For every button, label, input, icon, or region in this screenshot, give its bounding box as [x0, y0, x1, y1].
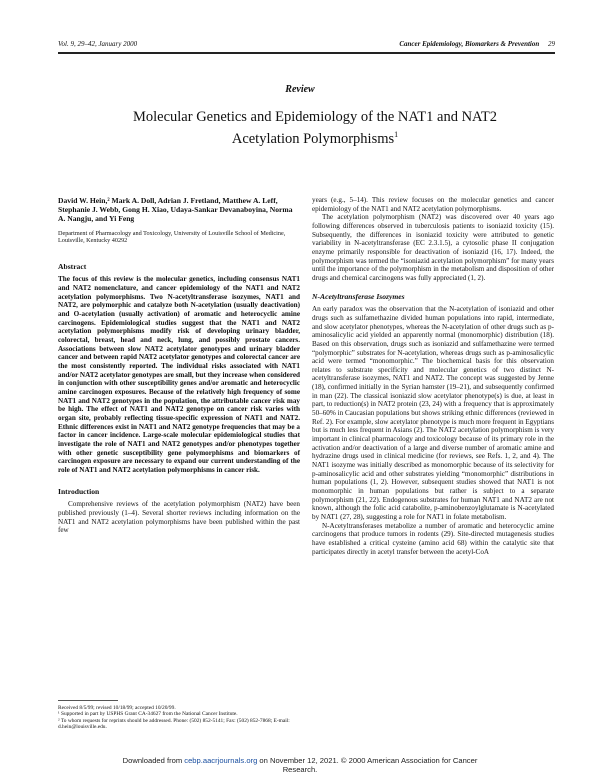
title-footnote-marker: 1 [394, 130, 399, 139]
download-footer [0, 756, 600, 774]
footnotes [58, 694, 300, 731]
right-column [312, 196, 554, 556]
section-label: Review [285, 84, 315, 95]
abstract-text: The focus of this review is the molecular genetics, including consensus NAT1 and NAT2 nomenclature, and cancer epidemiology of the NAT1 and NAT2 acetylation polymorphisms. Two N-acetyltransferase isozymes, NAT1 and NAT2, are polymorphic and catalyze both N-acetylation (usually deactivation) and O-acetylation (usually activation) of aromatic and heterocyclic amine carcinogens. Epidemiological studies suggest that the NAT1 and NAT2 acetylation polymorphisms modify risk of developing urinary bladder, colorectal, breast, head and neck, lung, and possibly prostate cancers. Associations between slow NAT2 acetylator genotypes and urinary bladder cancer and between rapid NAT2 acetylator genotypes and colorectal cancer are the most consistently reported. The individual risks associated with NAT1 and/or NAT2 acetylator genotypes are small, but they increase when considered in conjunction with other susceptibility genes and/or aromatic and heterocyclic amine carcinogen exposures. Because of the relatively high frequency of some NAT1 and NAT2 genotypes in the population, the attributable cancer risk may be high. The effect of NAT1 and NAT2 genotype on cancer risk varies with organ site, probably reflecting tissue-specific expression of NAT1 and NAT2. Ethnic differences exist in NAT1 and NAT2 genotype frequencies that may be a factor in cancer incidence. Large-scale molecular epidemiological studies that investigate the role of NAT1 and NAT2 genotypes and/or phenotypes together with other genetic susceptibility gene polymorphisms and biomarkers of carcinogen exposure are necessary to expand our current understanding of the role of NAT1 and NAT2 acetylation polymorphisms in cancer risk. [58, 275, 300, 474]
footnote-1: ¹ Supported in part by USPHS Grant CA-34627 from the National Cancer Institute. [58, 711, 238, 718]
paragraph-continued: years (e.g., 5–14). This review focuses on the molecular genetics and cancer epidemiology of the NAT1 and NAT2 acetylation polymorphisms. [312, 196, 554, 213]
paragraph-carcinogens: N-Acetyltransferases metabolize a number of aromatic and heterocyclic amine carcinogens that produce tumors in rodents (29). Site-directed mutagenesis studies have established a critical cysteine (amino acid 68) within the catalytic site that participates directly in acetyl transfer between the acetyl-CoA [312, 521, 554, 556]
header-rule [58, 52, 555, 54]
footnote-2: ² To whom requests for reprints should be addressed. Phone: (502) 852-5141; Fax: (502) 852-7868; E-mail: d.hein@louisville.edu. [58, 717, 290, 731]
received-dates: Received 8/5/99; revised 10/18/99; accepted 10/20/99. [58, 705, 176, 711]
title-line-2: Acetylation Polymorphisms$^1$ [231, 130, 399, 147]
download-line-1: Downloaded from cebp.aacrjournals.org on November 12, 2021. © 2000 American Association for Cancer [122, 756, 478, 765]
running-header [58, 40, 555, 52]
introduction-heading: Introduction [58, 486, 100, 496]
footnote-rule [58, 700, 118, 701]
volume-info: Vol. 9, 29–42, January 2000 [58, 40, 138, 48]
article-title [70, 108, 560, 148]
paragraph-isozymes: An early paradox was the observation that the N-acetylation of isoniazid and other drugs such as sulfamethazine divided human populations into rapid, intermediate, and slow acetylator phenotypes, whereas the N-acetylation of other drugs such as p-aminosalicylic acid yielded an apparently normal (monomorphic) distribution (18). Based on this observation, drugs such as isoniazid and sulfamethazine were termed “polymorphic” substrates for N-acetylation, whereas drugs such as p-aminosalicylic acid were termed “monomorphic.” The biochemical basis for this observation relates to substrate specificity and molecular genetics of two distinct N-acetyltransferase isozymes, NAT1 and NAT2. The concept was suggested by Jenne (18), confirmed initially in the Syrian hamster (19–21), and subsequently confirmed in man (22). The classical isoniazid slow acetylator phenotype(s) is due, at least in part, to reduction(s) in NAT2 protein (23, 24) with a frequency that is approximately 50–60% in Caucasian populations but shows striking ethnic differences (reviewed in Ref. 2). For example, slow acetylator phenotype is much more frequent in Egyptians but is much less frequent in Asians (2). The NAT2 acetylation polymorphism is very important in clinical pharmacology and toxicology because of its primary role in the activation and/or deactivation of a large and diverse number of aromatic amine and hydrazine drugs used in clinical medicine (for reviews, see Refs. 1, 2, and 4). The NAT1 isozyme was initially described as monomorphic because of its selectivity for p-aminosalicylic acid and other substrates yielding “monomorphic” distributions in human populations (1, 2). However, subsequent studies showed that NAT1 is not monomorphic in human populations but rather is subject to a separate polymorphism (21, 22). Endogenous substrates for human NAT1 and NAT2 are not known, although the folic acid catabolite, p-aminobenzoylglutamate is N-acetylated by NAT1 (27, 28), suggesting a role for NAT1 in folate metabolism. [312, 305, 554, 521]
download-line-2: Research. [282, 765, 318, 774]
journal-header [399, 40, 555, 48]
journal-link[interactable]: cebp.aacrjournals.org [184, 756, 258, 765]
paragraph-history: The acetylation polymorphism (NAT2) was discovered over 40 years ago following differences observed in tuberculosis patients to isoniazid toxicity (15). Subsequently, the differences in isoniazid toxicity were attributed to genetic variability in N-acetyltransferase (EC 2.3.1.5), a cytosolic phase II conjugation enzyme primarily responsible for deactivation of isoniazid (16, 17). Indeed, the polymorphism was termed the “isoniazid acetylation polymorphism” for many years until the importance of the polymorphism in the metabolism and disposition of other drugs and chemical carcinogens was fully appreciated (1, 2). [312, 213, 554, 282]
left-column [58, 196, 300, 535]
nat-isozymes-heading: N-Acetyltransferase Isozymes [312, 291, 405, 301]
affiliation: Department of Pharmacology and Toxicology, University of Louisville School of Medicine, Louisville, Kentucky 40292 [58, 229, 286, 245]
abstract-heading: Abstract [58, 261, 87, 271]
author-list: David W. Hein,² Mark A. Doll, Adrian J. Fretland, Matthew A. Leff, Stephanie J. Webb, Gong H. Xiao, Udaya-Sankar Devanaboyina, Norma A. Nangju, and Yi Feng [58, 196, 293, 224]
page-number: 29 [548, 40, 555, 48]
title-line-1: Molecular Genetics and Epidemiology of the NAT1 and NAT2 [132, 109, 498, 125]
journal-name: Cancer Epidemiology, Biomarkers & Prevention [399, 40, 540, 48]
introduction-text: Comprehensive reviews of the acetylation polymorphism (NAT2) have been published previously (1–4). Several shorter reviews including information on the NAT1 and NAT2 acetylation polymorphisms have been published within the past few [58, 500, 300, 535]
